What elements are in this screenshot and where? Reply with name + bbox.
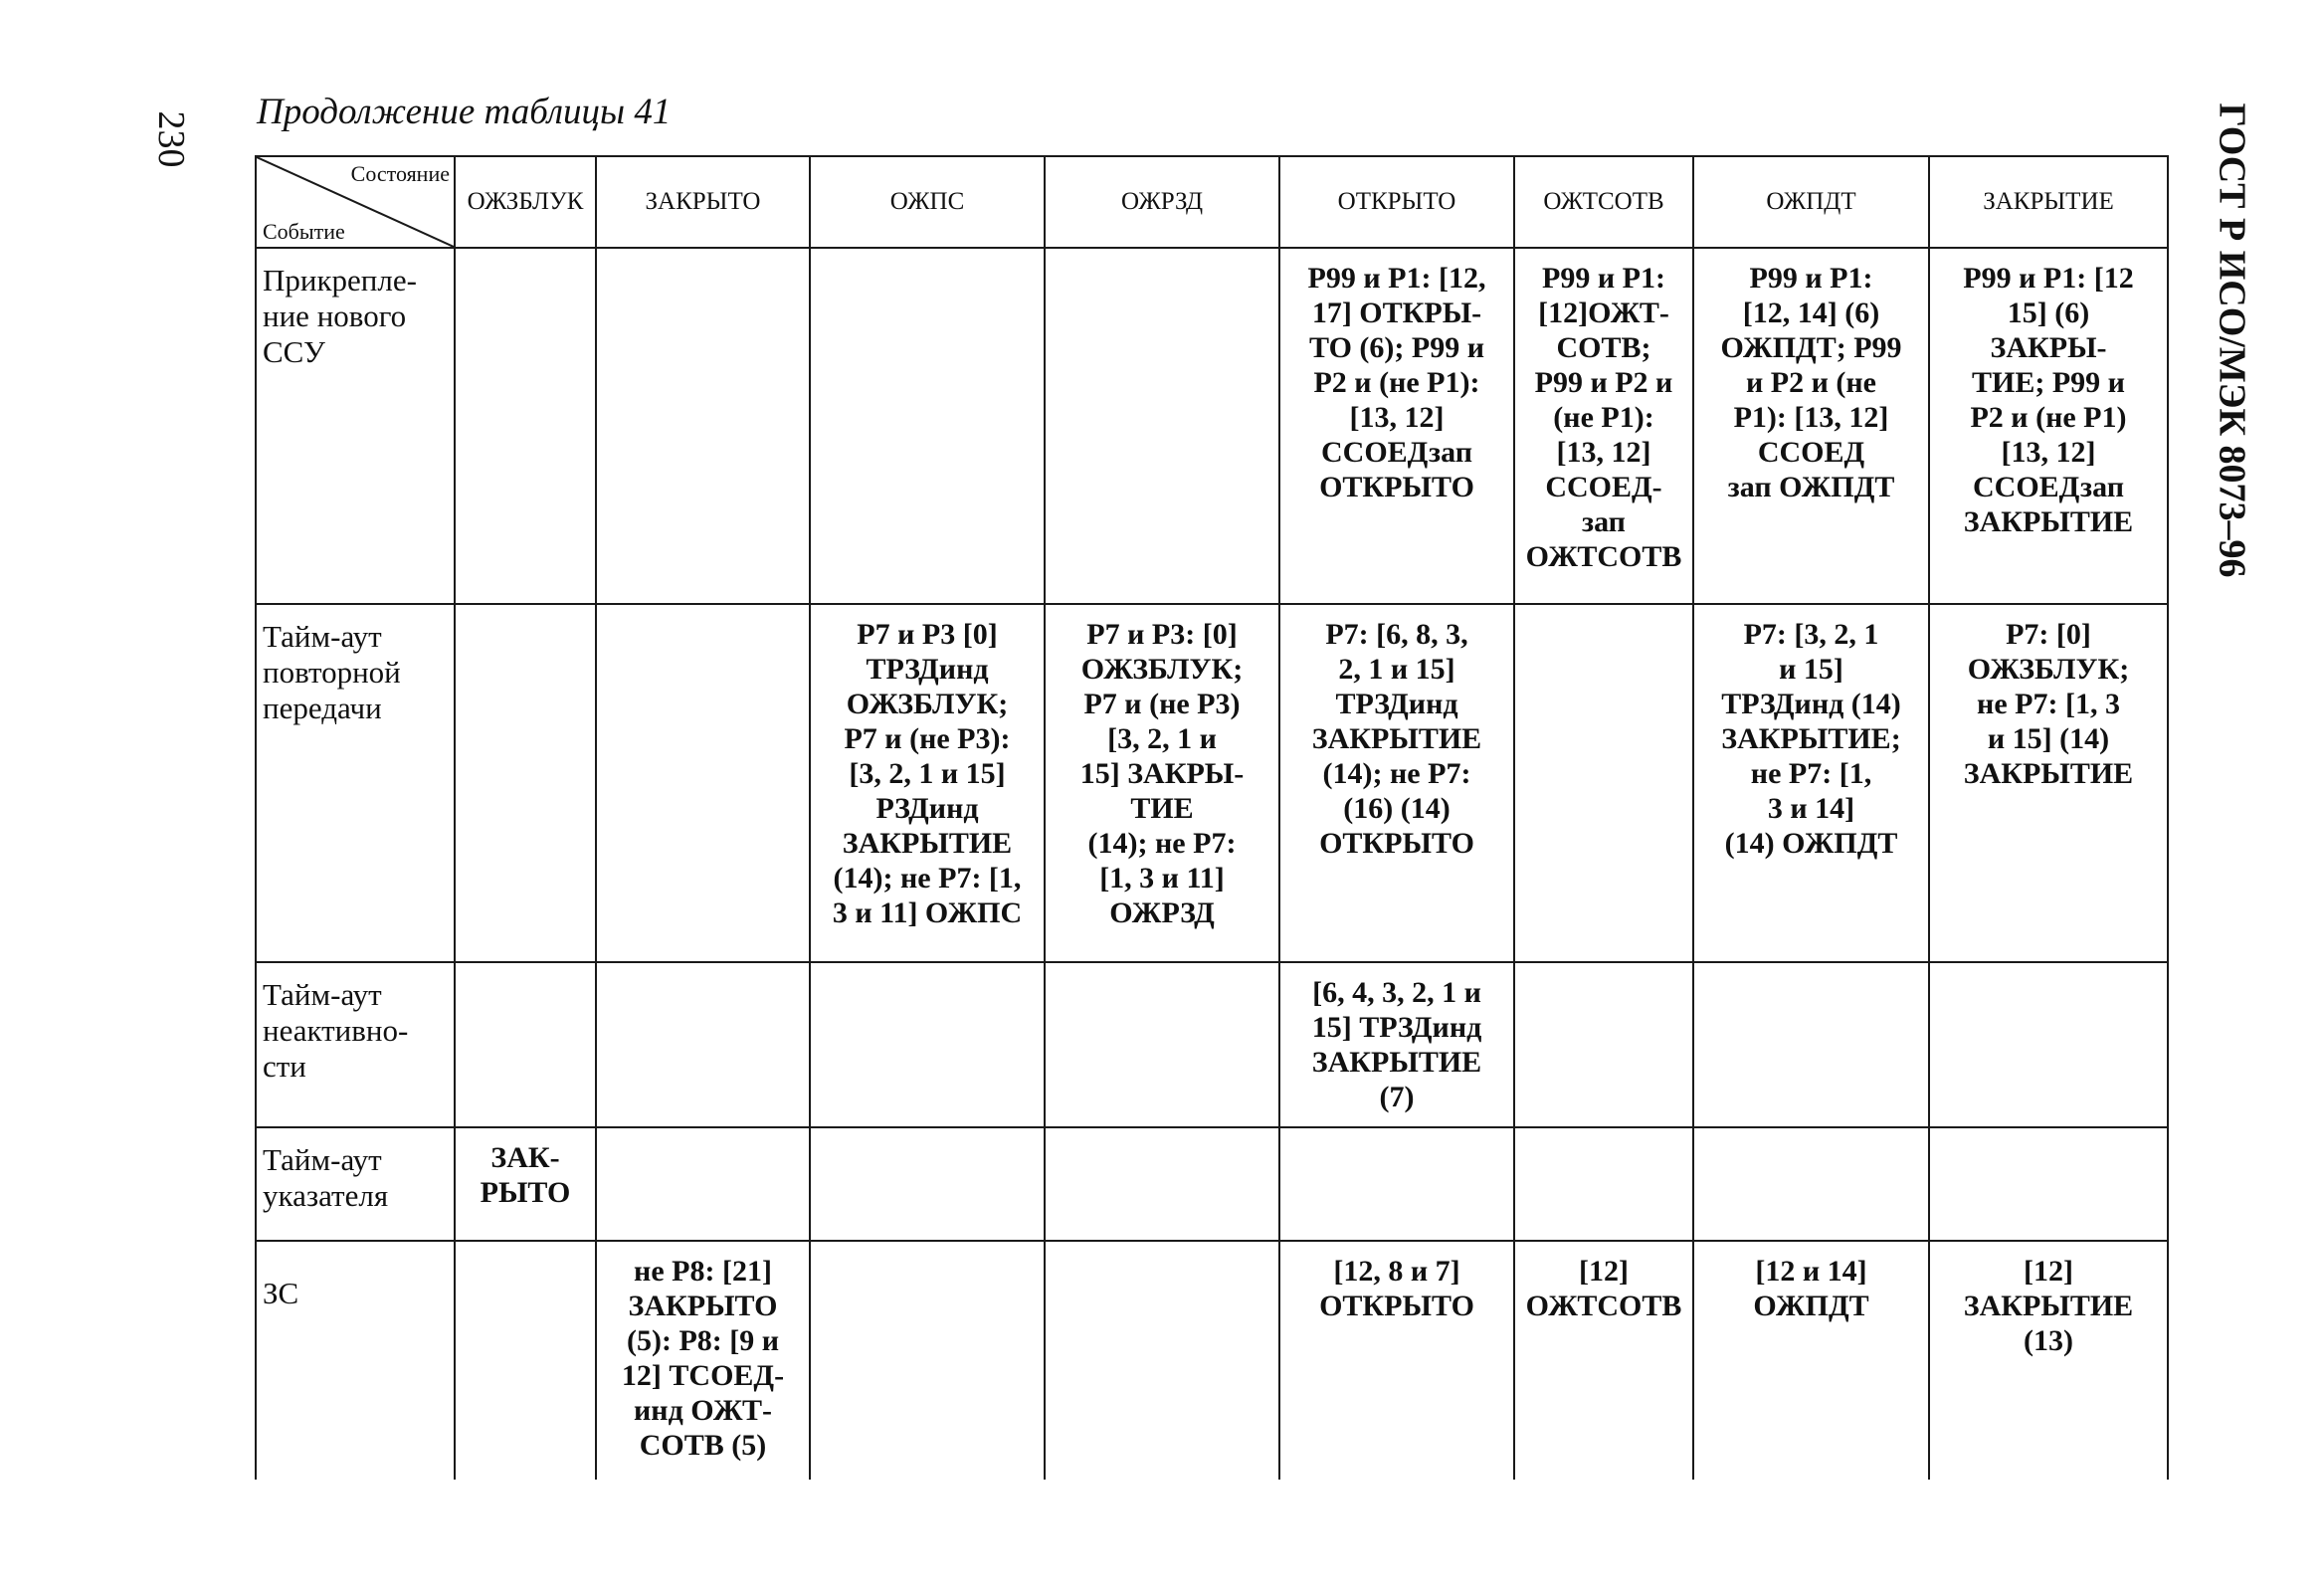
transition-cell: [6, 4, 3, 2, 1 и 15] ТРЗДинд ЗАКРЫТИЕ (7): [1279, 962, 1514, 1127]
transition-cell: [12, 8 и 7] ОТКРЫТО: [1279, 1241, 1514, 1480]
corner-state-label: Состояние: [350, 161, 450, 186]
column-header: ОЖЗБЛУК: [455, 156, 596, 248]
page-number: 230: [150, 110, 192, 168]
column-header: ОЖПС: [810, 156, 1045, 248]
transition-cell: [596, 1127, 810, 1241]
transition-cell: не P8: [21] ЗАКРЫТО (5): P8: [9 и 12] ТСОЕД- инд ОЖТ- СОТВ (5): [596, 1241, 810, 1480]
transition-cell: [596, 604, 810, 962]
table-row: [256, 1241, 2168, 1480]
transition-cell: [1514, 962, 1693, 1127]
column-header: ОЖРЗД: [1045, 156, 1279, 248]
event-cell: Тайм-аут повторной передачи: [256, 604, 455, 962]
corner-event-label: Событие: [263, 219, 345, 244]
column-header: ОЖПДТ: [1693, 156, 1929, 248]
standard-designation-text: ГОСТ Р ИСО/МЭК 8073–96: [2212, 102, 2253, 578]
transition-cell: [1929, 1127, 2168, 1241]
transition-cell: P99 и P1: [12 15] (6) ЗАКРЫ- ТИЕ; P99 и P2 и (не P1) [13, 12] ССОЕДзап ЗАКРЫТИЕ: [1929, 248, 2168, 604]
transition-cell: [810, 962, 1045, 1127]
transition-cell: [12 и 14] ОЖПДТ: [1693, 1241, 1929, 1480]
standard-designation: [2203, 92, 2262, 589]
transition-cell: P7 и P3 [0] ТРЗДинд ОЖЗБЛУК; P7 и (не P3): [3, 2, 1 и 15] РЗДинд ЗАКРЫТИЕ (14); не P7: [1, 3 и 11] ОЖПС: [810, 604, 1045, 962]
transition-cell: [1514, 1127, 1693, 1241]
event-cell: ЗС: [256, 1241, 455, 1480]
transition-cell: [1693, 1127, 1929, 1241]
event-cell: Тайм-аут указателя: [256, 1127, 455, 1241]
transition-cell: [1045, 962, 1279, 1127]
transition-cell: [455, 962, 596, 1127]
transition-cell: [810, 1127, 1045, 1241]
transition-cell: [455, 1241, 596, 1480]
table-row: [256, 248, 2168, 604]
transition-cell: P7: [0] ОЖЗБЛУК; не P7: [1, 3 и 15] (14) ЗАКРЫТИЕ: [1929, 604, 2168, 962]
table-header-row: [256, 156, 2168, 248]
transition-cell: P99 и P1: [12, 14] (6) ОЖПДТ; P99 и P2 и (не P1): [13, 12] ССОЕД зап ОЖПДТ: [1693, 248, 1929, 604]
transition-cell: [455, 604, 596, 962]
transition-cell: ЗАК- РЫТО: [455, 1127, 596, 1241]
transition-cell: P99 и P1: [12]ОЖТ- СОТВ; P99 и P2 и (не P1): [13, 12] ССОЕД- зап ОЖТСОТВ: [1514, 248, 1693, 604]
transition-cell: P7 и P3: [0] ОЖЗБЛУК; P7 и (не P3) [3, 2, 1 и 15] ЗАКРЫ- ТИЕ (14); не P7: [1, 3 и 11] ОЖРЗД: [1045, 604, 1279, 962]
column-header: ЗАКРЫТО: [596, 156, 810, 248]
transition-cell: [1045, 248, 1279, 604]
transition-cell: [1045, 1241, 1279, 1480]
column-header: ОТКРЫТО: [1279, 156, 1514, 248]
transition-cell: [1693, 962, 1929, 1127]
table-row: [256, 604, 2168, 962]
transition-cell: [1514, 604, 1693, 962]
corner-header: [256, 156, 455, 248]
transition-cell: [1045, 1127, 1279, 1241]
transition-cell: [810, 248, 1045, 604]
table-caption: Продолжение таблицы 41: [257, 92, 672, 132]
transition-cell: P7: [6, 8, 3, 2, 1 и 15] ТРЗДинд ЗАКРЫТИЕ (14); не P7: (16) (14) ОТКРЫТО: [1279, 604, 1514, 962]
transition-cell: [12] ОЖТСОТВ: [1514, 1241, 1693, 1480]
state-transition-table: [255, 155, 2169, 1480]
transition-cell: [1929, 962, 2168, 1127]
column-header: ОЖТСОТВ: [1514, 156, 1693, 248]
table-row: [256, 962, 2168, 1127]
transition-cell: [1279, 1127, 1514, 1241]
event-cell: Тайм-аут неактивно- сти: [256, 962, 455, 1127]
transition-cell: [810, 1241, 1045, 1480]
table-row: [256, 1127, 2168, 1241]
transition-cell: P99 и P1: [12, 17] ОТКРЫ- ТО (6); P99 и P2 и (не P1): [13, 12] ССОЕДзап ОТКРЫТО: [1279, 248, 1514, 604]
transition-cell: [596, 962, 810, 1127]
column-header: ЗАКРЫТИЕ: [1929, 156, 2168, 248]
transition-cell: [596, 248, 810, 604]
transition-cell: [12] ЗАКРЫТИЕ (13): [1929, 1241, 2168, 1480]
transition-cell: [455, 248, 596, 604]
event-cell: Прикрепле- ние нового ССУ: [256, 248, 455, 604]
transition-cell: P7: [3, 2, 1 и 15] ТРЗДинд (14) ЗАКРЫТИЕ; не P7: [1, 3 и 14] (14) ОЖПДТ: [1693, 604, 1929, 962]
